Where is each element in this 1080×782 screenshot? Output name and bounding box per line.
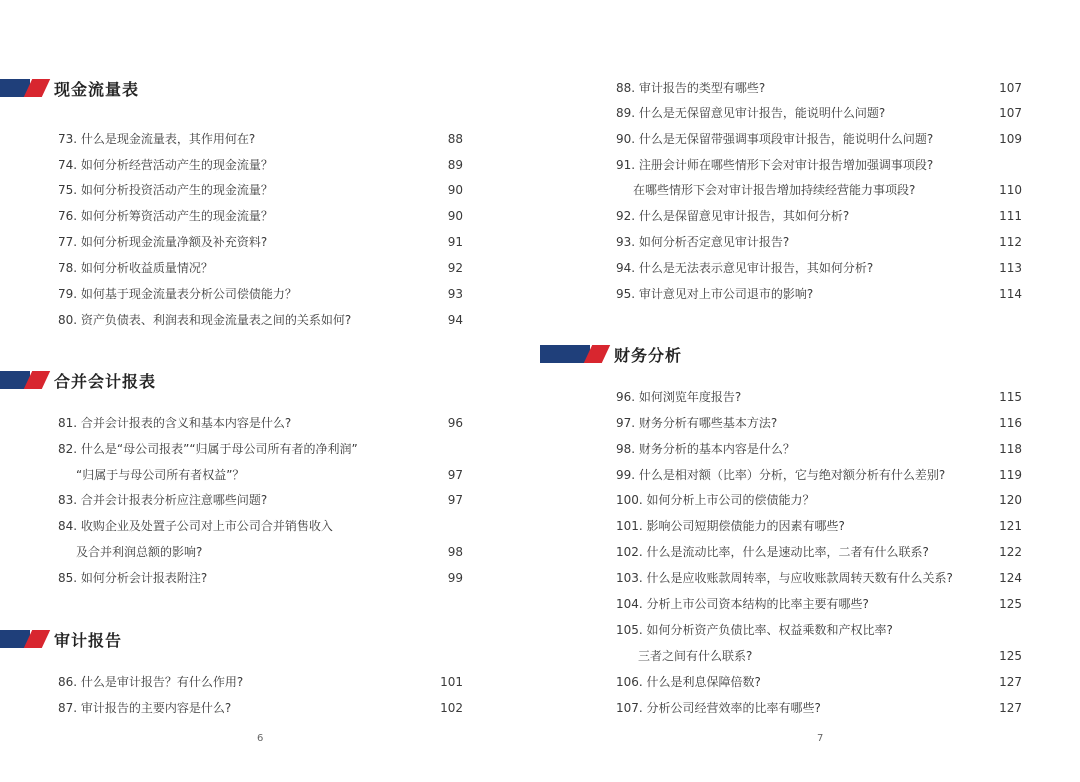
toc-entry-continuation[interactable] [633,181,1022,199]
toc-question: 92. 什么是保留意见审计报告，其如何分析? [616,209,850,223]
toc-entry[interactable] [616,207,1022,225]
section-header-cash-flow [0,74,139,102]
toc-entry[interactable] [616,491,1022,509]
toc-entry[interactable] [58,569,463,587]
page-number: 6 [257,733,264,744]
toc-question: 77. 如何分析现金流量净额及补充资料? [58,235,268,249]
toc-entry[interactable] [616,156,1022,174]
toc-page: 118 [999,442,1022,456]
toc-entry[interactable] [58,181,463,199]
toc-question: 87. 审计报告的主要内容是什么? [58,701,232,715]
toc-page: 127 [999,675,1022,689]
toc-question: 在哪些情形下会对审计报告增加持续经营能力事项段? [633,183,916,197]
toc-entry[interactable] [616,699,1022,717]
toc-question: 74. 如何分析经营活动产生的现金流量？ [58,158,273,172]
toc-question: 及合并利润总额的影响? [76,545,203,559]
toc-entry[interactable] [58,673,463,691]
toc-entry[interactable] [58,491,463,509]
section-header-audit-report [0,625,122,653]
toc-question: 94. 什么是无法表示意见审计报告，其如何分析? [616,261,874,275]
toc-question: 90. 什么是无保留带强调事项段审计报告，能说明什么问题? [616,132,934,146]
toc-entry[interactable] [616,285,1022,303]
toc-page: 116 [999,416,1022,430]
toc-entry[interactable] [58,285,463,303]
toc-question: 104. 分析上市公司资本结构的比率主要有哪些? [616,597,869,611]
toc-page: 124 [999,571,1022,585]
section-marker-icon [0,371,46,389]
toc-page: 89 [447,158,463,172]
toc-entry[interactable] [58,156,463,174]
toc-page: 94 [447,313,463,327]
toc-entry[interactable] [58,311,463,329]
toc-entry-continuation[interactable] [638,647,1022,665]
toc-page: 92 [447,261,463,275]
toc-page: 97 [447,468,463,482]
toc-entry-continuation[interactable] [76,466,463,484]
toc-question: 106. 什么是利息保障倍数? [616,675,761,689]
section-marker-icon [0,630,46,648]
page-number: 7 [817,733,824,744]
section-marker-icon [540,345,606,363]
toc-question: 76. 如何分析筹资活动产生的现金流量？ [58,209,273,223]
toc-question: 102. 什么是流动比率，什么是速动比率，二者有什么联系? [616,545,929,559]
toc-page: 112 [999,235,1022,249]
toc-question: 80. 资产负债表、利润表和现金流量表之间的关系如何? [58,313,352,327]
toc-question: 91. 注册会计师在哪些情形下会对审计报告增加强调事项段? [616,158,934,172]
toc-question: 83. 合并会计报表分析应注意哪些问题? [58,493,268,507]
toc-question: 96. 如何浏览年度报告? [616,390,742,404]
toc-page: 101 [440,675,463,689]
toc-entry[interactable] [58,259,463,277]
toc-entry[interactable] [616,569,1022,587]
toc-entry[interactable] [616,130,1022,148]
toc-question: 79. 如何基于现金流量表分析公司偿债能力？ [58,287,297,301]
toc-question: 95. 审计意见对上市公司退市的影响? [616,287,814,301]
toc-question: 88. 审计报告的类型有哪些? [616,81,766,95]
toc-page: 109 [999,132,1022,146]
toc-page: 120 [999,493,1022,507]
toc-page: 110 [999,183,1022,197]
toc-page: 90 [447,183,463,197]
section-title: 现金流量表 [54,79,140,99]
toc-question: 89. 什么是无保留意见审计报告，能说明什么问题? [616,106,886,120]
toc-question: 73. 什么是现金流量表，其作用何在? [58,132,256,146]
toc-page: 127 [999,701,1022,715]
toc-question: 三者之间有什么联系? [638,649,753,663]
toc-question: 103. 什么是应收账款周转率，与应收账款周转天数有什么关系? [616,571,953,585]
toc-page: 96 [447,416,463,430]
toc-entry[interactable] [58,207,463,225]
toc-question: 107. 分析公司经营效率的比率有哪些? [616,701,821,715]
section-title: 审计报告 [54,630,123,650]
toc-question: 82. 什么是“母公司报表”“归属于母公司所有者的净利润” [58,442,358,456]
toc-page: 88 [447,132,463,146]
toc-page: 125 [999,649,1022,663]
toc-entry[interactable] [616,259,1022,277]
toc-entry[interactable] [616,79,1022,97]
toc-page: 91 [447,235,463,249]
toc-entry[interactable] [616,673,1022,691]
toc-entry[interactable] [58,699,463,717]
section-header-consolidated [0,366,156,394]
toc-page: 121 [999,519,1022,533]
toc-page: 111 [999,209,1022,223]
toc-entry[interactable] [616,233,1022,251]
section-title: 合并会计报表 [54,371,157,391]
toc-question: 105. 如何分析资产负债比率、权益乘数和产权比率? [616,623,893,637]
toc-question: 84. 收购企业及处置子公司对上市公司合并销售收入 [58,519,333,533]
toc-question: 78. 如何分析收益质量情况？ [58,261,213,275]
section-marker-icon [0,79,46,97]
toc-entry[interactable] [616,440,1022,458]
toc-entry[interactable] [616,388,1022,406]
toc-page: 125 [999,597,1022,611]
toc-page: 107 [999,106,1022,120]
toc-page: 93 [447,287,463,301]
toc-entry[interactable] [58,130,463,148]
toc-entry[interactable] [616,621,1022,639]
toc-question: 93. 如何分析否定意见审计报告? [616,235,790,249]
toc-page: 114 [999,287,1022,301]
toc-question: 81. 合并会计报表的含义和基本内容是什么? [58,416,292,430]
toc-page: 102 [440,701,463,715]
toc-page: 115 [999,390,1022,404]
toc-page: 90 [447,209,463,223]
toc-entry[interactable] [58,440,463,458]
toc-entry[interactable] [616,517,1022,535]
section-header-financial-analysis [540,340,682,368]
toc-entry[interactable] [58,414,463,432]
toc-entry[interactable] [616,104,1022,122]
toc-page: 113 [999,261,1022,275]
section-title: 财务分析 [614,345,683,365]
toc-question: 101. 影响公司短期偿债能力的因素有哪些? [616,519,845,533]
toc-page: 122 [999,545,1022,559]
toc-question: 97. 财务分析有哪些基本方法? [616,416,778,430]
toc-entry[interactable] [58,517,463,535]
toc-page: 119 [999,468,1022,482]
toc-question: 100. 如何分析上市公司的偿债能力？ [616,493,815,507]
toc-entry[interactable] [58,233,463,251]
toc-page: 99 [447,571,463,585]
toc-entry[interactable] [616,466,1022,484]
toc-page: 97 [447,493,463,507]
toc-question: 86. 什么是审计报告？有什么作用? [58,675,244,689]
toc-question: “归属于与母公司所有者权益”？ [76,468,245,482]
toc-page: 98 [447,545,463,559]
toc-question: 75. 如何分析投资活动产生的现金流量？ [58,183,273,197]
toc-question: 85. 如何分析会计报表附注? [58,571,208,585]
toc-entry[interactable] [616,414,1022,432]
toc-page: 107 [999,81,1022,95]
toc-entry[interactable] [616,543,1022,561]
toc-question: 99. 什么是相对额（比率）分析，它与绝对额分析有什么差别? [616,468,946,482]
toc-entry[interactable] [616,595,1022,613]
toc-entry-continuation[interactable] [76,543,463,561]
toc-question: 98. 财务分析的基本内容是什么？ [616,442,795,456]
